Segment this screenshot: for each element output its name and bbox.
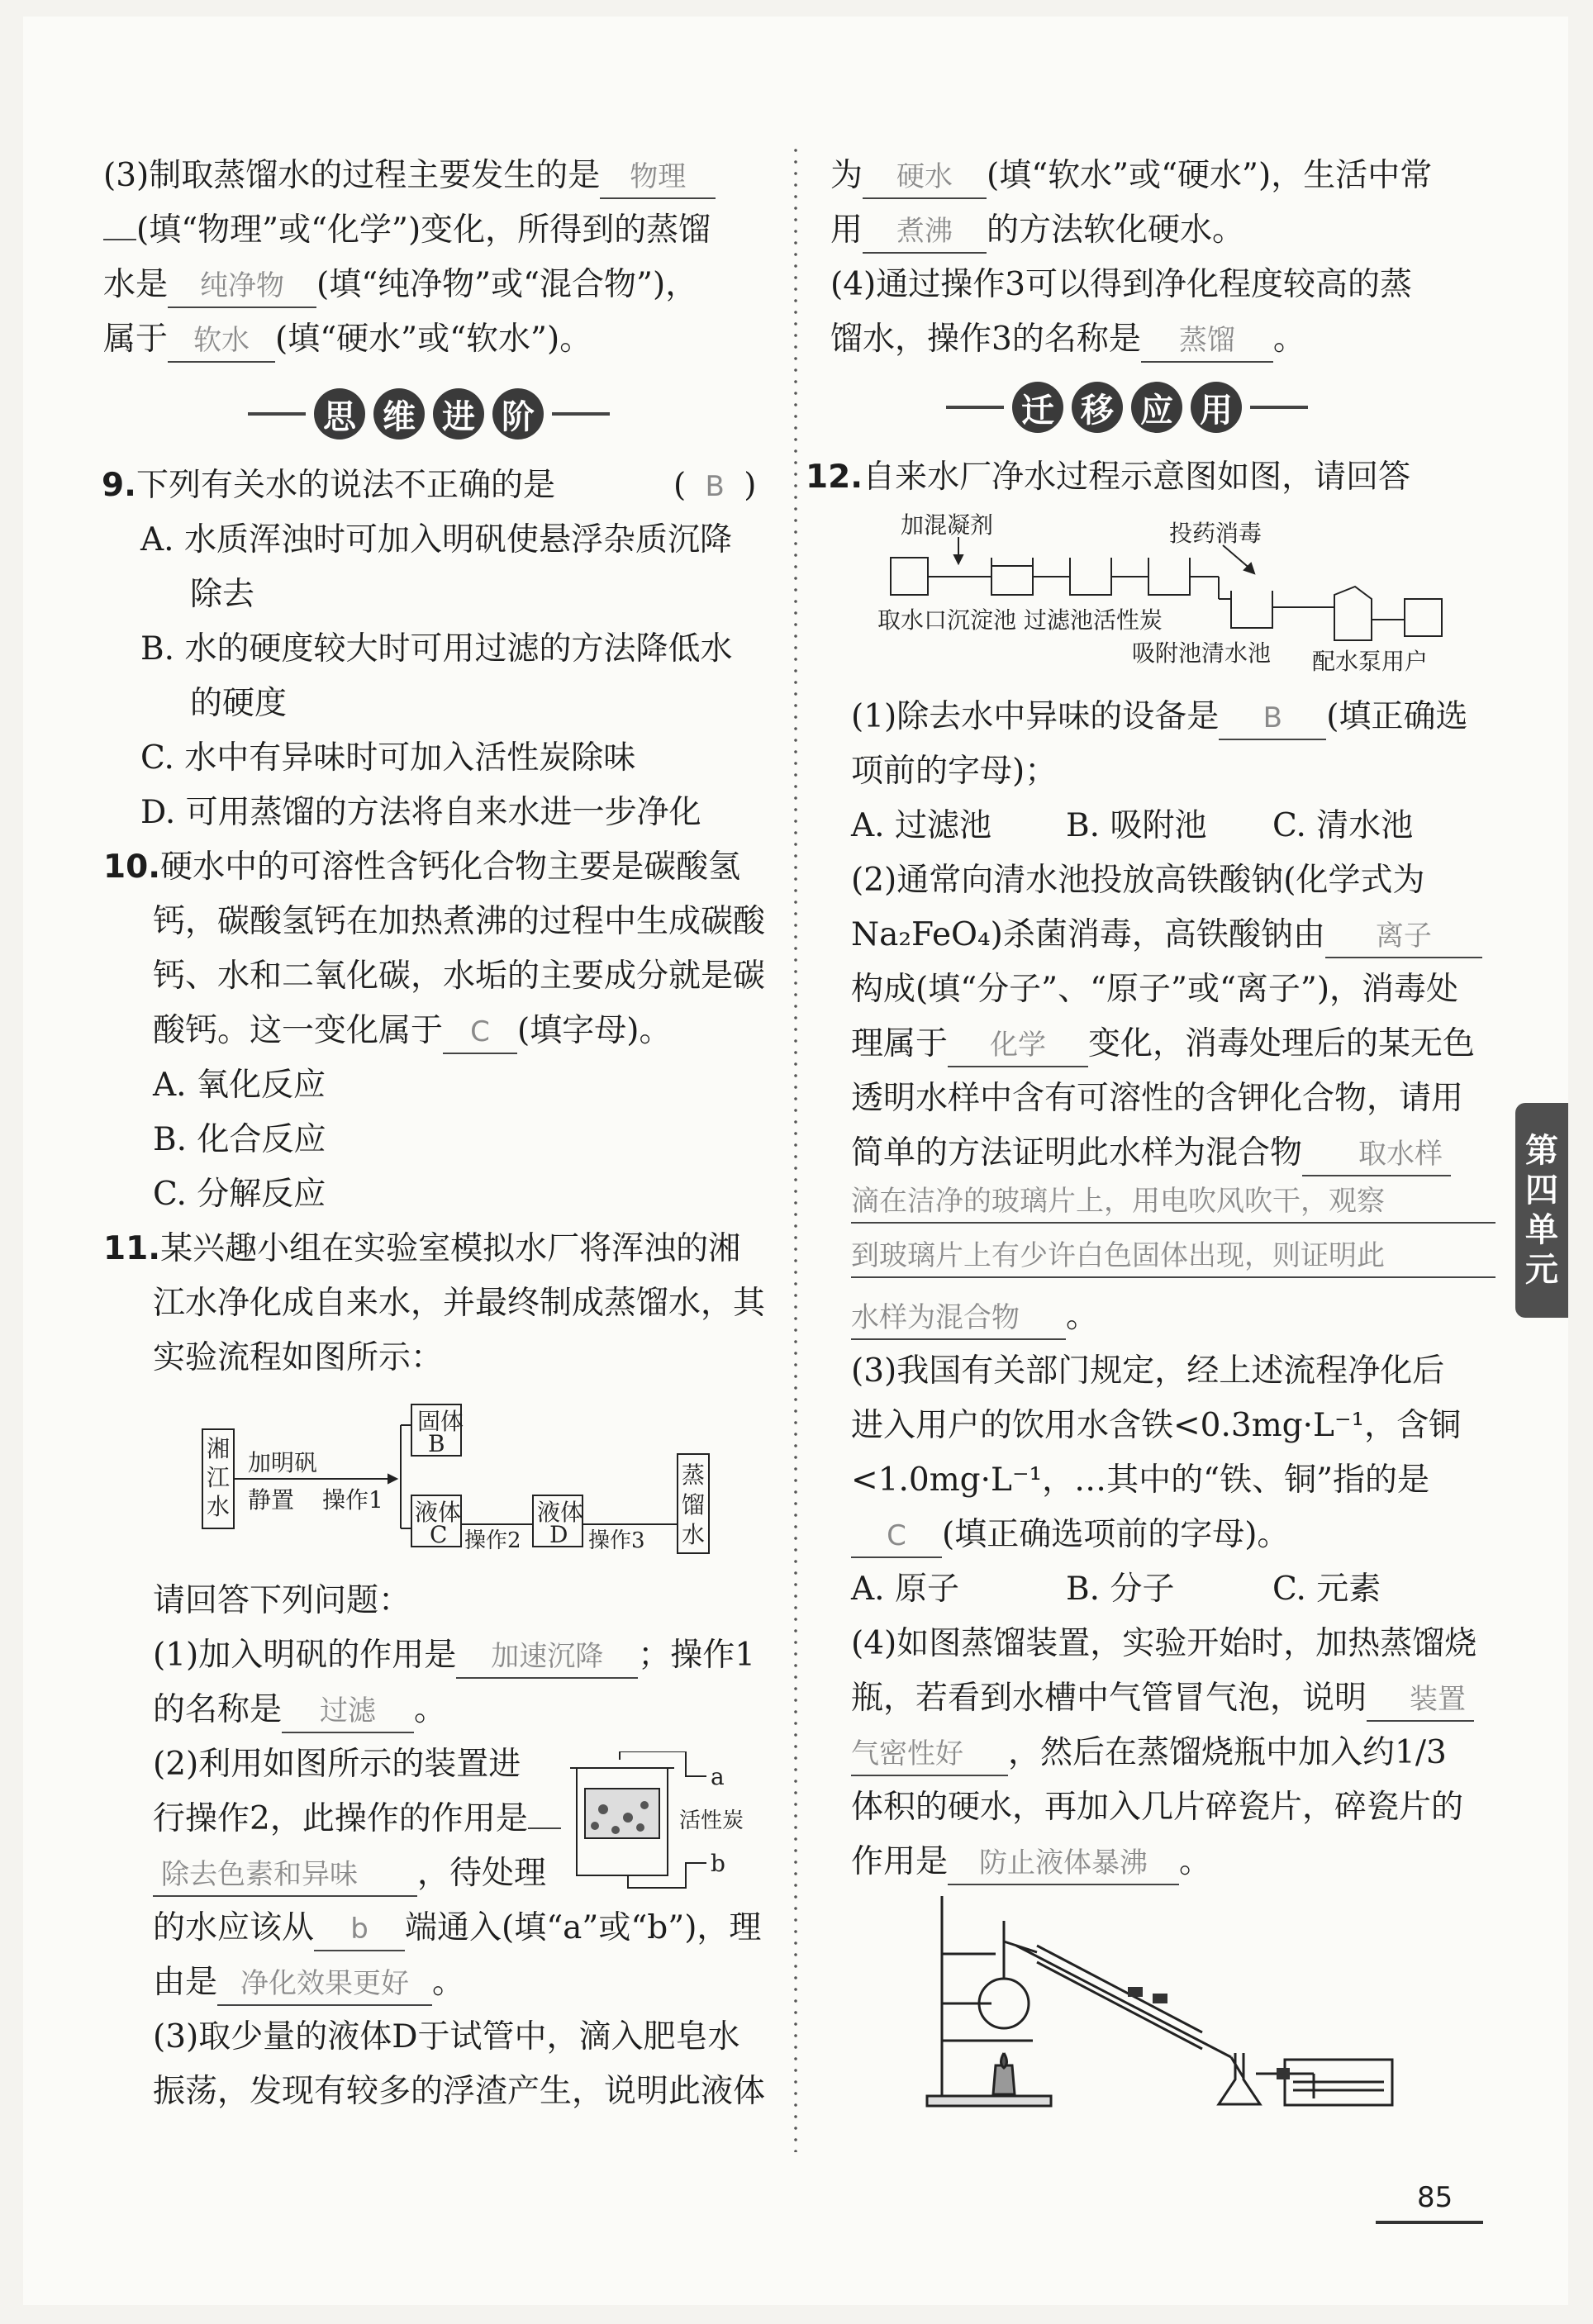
flow-liquid2: 液体 [537,1499,584,1526]
diagram-add-coagulant: 加混凝剂 [901,511,994,539]
apparatus-label-carbon: 活性炭 [679,1808,744,1833]
q9-stem: 9.下列有关水的说法不正确的是 ( B ) [103,459,777,513]
section-title-transfer: 迁 移 应 用 [946,382,1308,433]
q11-p1: (1)加入明矾的作用是 加速沉降 ；操作1 [153,1628,781,1683]
q12-p3-line2: 进入用户的饮用水含铁<0.3mg·L⁻¹，含铜 [851,1407,1462,1444]
flow-product-char2: 馏 [682,1491,706,1518]
q11-cont-line1: 为 硬水 (填“软水”或“硬水”)，生活中常 [830,149,1491,203]
q12-p2-answer-line7 [851,1181,1496,1235]
q11-p1b: 的名称是 过滤 。 [153,1683,781,1737]
q12-p2-line6: 简单的方法证明此水样为混合物 取水样 [851,1126,1496,1181]
answer-blank[interactable]: 滴在洁净的玻璃片上，用电吹风吹干，观察 [851,1181,1496,1224]
diagram-add-disinfect: 投药消毒 [1169,520,1263,547]
flow-source-char3: 水 [207,1493,231,1520]
q12-p2-line1: (2)通常向清水池投放高铁酸钠(化学式为 [851,862,1425,899]
q8-3-line3: 水是 纯净物 (填“纯净物”或“混合物”)， [103,258,777,312]
q9-option-c: C. 水中有异味时可加入活性炭除味 [140,739,636,777]
left-column-questions [103,459,777,1385]
q11-p2-line3: 除去色素和异味 ，待处理 [153,1846,781,1901]
diagram-labels-row3: 配水泵用户 [1312,648,1429,675]
q8-3-line2: (填“物理”或“化学”)变化，所得到的蒸馏 [103,203,777,258]
distillation-apparatus [917,1888,1413,2115]
diagram-labels-row2: 吸附池清水池 [1132,639,1272,667]
section-title-thinking: 思 维 进 阶 [248,388,610,440]
q12-p3-line1: (3)我国有关部门规定，经上述流程净化后 [851,1352,1445,1390]
answer-blank[interactable]: B [705,470,725,503]
q12-p4-line4: 体积的硬水，再加入几片碎瓷片，碎瓷片的 [851,1789,1464,1826]
answer-blank[interactable]: 化学 [948,1024,1088,1067]
answer-blank[interactable]: 防止液体暴沸 [948,1842,1179,1885]
answer-blank[interactable]: B [1219,697,1326,740]
q10-line3: 钙、水和二氧化碳，水垢的主要成分就是碳 [153,958,766,995]
q12-p1-line2: 项前的字母)； [851,753,1058,790]
answer-blank[interactable]: 除去色素和异味 [153,1854,417,1897]
answer-blank[interactable]: 加速沉降 [456,1636,638,1679]
flow-liquid-d: D [549,1521,568,1548]
q9-option-d: D. 可用蒸馏的方法将自来水进一步净化 [140,794,701,831]
unit-side-tab: 第 四 单 元 [1515,1103,1568,1318]
q12-p4-line2: 瓶，若看到水槽中气管冒气泡，说明 装置 [851,1671,1496,1726]
q12-questions [851,690,1496,1889]
q12-stem-block [806,450,1467,505]
q9-option-a: A. 水质浑浊时可加入明矾使悬浮杂质沉降 [140,521,732,558]
column-divider [793,145,798,2152]
page-number-rule [1376,2221,1483,2224]
q10-line4: 酸钙。这一变化属于 C (填字母)。 [103,1004,777,1058]
flow-product-char1: 蒸 [682,1461,706,1489]
q12-p4-line3: 气密性好 ，然后在蒸馏烧瓶中加入约1/3 [851,1726,1496,1780]
answer-blank[interactable]: 到玻璃片上有少许白色固体出现，则证明此 [851,1235,1496,1278]
q9-option-b-cont: 的硬度 [190,685,288,722]
answer-blank[interactable]: 气密性好 [851,1733,1008,1776]
answer-blank[interactable] [103,239,136,240]
q11-p3-line1: (3)取少量的液体D于试管中，滴入肥皂水 [153,2018,740,2055]
q11-cont-line3: (4)通过操作3可以得到净化程度较高的蒸 [830,266,1413,303]
q11-p3-line2: 振荡，发现有较多的浮渣产生，说明此液体 [153,2073,766,2110]
q11-stem: 11.某兴趣小组在实验室模拟水厂将浑浊的湘 [103,1230,741,1267]
answer-blank[interactable] [528,1827,561,1829]
q12-p4-line5: 作用是 防止液体暴沸 。 [851,1835,1496,1889]
diagram-labels-row1: 取水口沉淀池 过滤池活性炭 [877,606,1163,634]
flow-source-char2: 江 [207,1464,231,1491]
carbon-filter-apparatus [570,1751,777,1892]
answer-blank[interactable]: 纯净物 [168,265,316,308]
q11-p2-line4: 的水应该从 b 端通入(填“a”或“b”)，理 [153,1901,781,1956]
answer-blank[interactable]: 离子 [1325,915,1482,958]
answer-blank[interactable]: 过滤 [282,1690,414,1733]
flow-step1-top: 加明矾 [248,1449,318,1476]
q10-line2: 钙，碳酸氢钙在加热煮沸的过程中生成碳酸 [153,903,766,940]
q12-p3-options: A. 原子 B. 分子 C. 元素 [851,1571,1381,1608]
flow-liquid-c: C [430,1521,448,1548]
answer-blank[interactable]: 水样为混合物 [851,1297,1066,1340]
flow-op1: 操作1 [322,1486,383,1514]
flow-source-char1: 湘 [207,1435,231,1462]
answer-blank[interactable]: 蒸馏 [1141,320,1273,363]
q11-p2-line2: 行操作2，此操作的作用是 [153,1792,781,1846]
q10-option-b: B. 化合反应 [153,1121,326,1158]
q11-prompt: 请回答下列问题： [153,1582,411,1619]
flow-op2: 操作2 [464,1528,521,1553]
q12-p1: (1)除去水中异味的设备是 B (填正确选 [851,690,1496,744]
q10-option-c: C. 分解反应 [153,1176,326,1213]
q11-p2-line5: 由是 净化效果更好 。 [153,1956,781,2010]
flow-solid: 固体 [417,1408,464,1435]
page-number: 85 [1417,2181,1453,2214]
apparatus-label-b: b [711,1850,725,1877]
q11-p2-line1: (2)利用如图所示的装置进 [153,1746,521,1783]
q8-3-line1: (3)制取蒸馏水的过程主要发生的是 物理 [103,149,777,203]
q12-p1-options: A. 过滤池 B. 吸附池 C. 清水池 [851,807,1414,844]
q12-p2-line3: 构成(填“分子”、“原子”或“离子”)，消毒处 [851,971,1459,1008]
answer-blank[interactable]: C [443,1011,517,1054]
q12-p2-answer-line8 [851,1235,1496,1290]
q11-cont-line2: 用 煮沸 的方法软化硬水。 [830,203,1491,258]
flow-product-char3: 水 [682,1521,706,1548]
answer-blank[interactable]: 软水 [168,320,275,363]
flow-solid-b: B [428,1430,445,1457]
answer-blank[interactable]: C [851,1515,942,1558]
flow-op3: 操作3 [588,1528,645,1553]
q9-option-b: B. 水的硬度较大时可用过滤的方法降低水 [140,630,733,668]
q12-p4-line1: (4)如图蒸馏装置，实验开始时，加热蒸馏烧 [851,1625,1477,1662]
answer-blank[interactable]: b [314,1908,405,1951]
q12-p2-line5: 透明水样中含有可溶性的含钾化合物，请用 [851,1080,1464,1117]
q11-line2: 江水净化成自来水，并最终制成蒸馏水，其 [153,1285,766,1322]
q8-3-line4: 属于 软水 (填“硬水”或“软水”)。 [103,312,777,367]
flow-liquid: 液体 [415,1499,462,1526]
q10-stem: 10.硬水中的可溶性含钙化合物主要是碳酸氢 [103,848,741,886]
q12-p2-line4: 理属于 化学 变化，消毒处理后的某无色 [851,1017,1496,1072]
answer-blank[interactable]: 硬水 [863,156,987,199]
answer-blank[interactable]: 取水样 [1302,1133,1451,1176]
q12-p2-answer-line9: 水样为混合物 。 [851,1290,1496,1344]
left-column [103,149,777,367]
q12-stem: 12.自来水厂净水过程示意图如图，请回答 [806,459,1411,496]
q11-line3: 实验流程如图所示： [153,1339,444,1376]
q12-p3-line3: <1.0mg·L⁻¹，…其中的“铁、铜”指的是 [851,1461,1430,1499]
q9-option-a-cont: 除去 [190,576,255,613]
apparatus-label-a: a [711,1763,725,1790]
q12-p3-line4: C (填正确选项前的字母)。 [851,1508,1496,1562]
q11-cont-line4: 馏水，操作3的名称是 蒸馏 。 [830,312,1491,367]
flow-step1-bottom: 静置 [248,1486,295,1514]
answer-blank[interactable]: 物理 [600,156,716,199]
right-column [830,149,1491,367]
answer-blank[interactable]: 净化效果更好 [217,1963,432,2006]
answer-blank[interactable]: 煮沸 [863,211,987,254]
q10-option-a: A. 氧化反应 [153,1067,326,1104]
answer-blank[interactable]: 装置 [1367,1679,1474,1722]
q11-flow-diagram [198,1400,727,1557]
q12-p2-line2: Na₂FeO₄)杀菌消毒，高铁酸钠由 离子 [851,908,1496,962]
water-plant-diagram [868,504,1462,682]
